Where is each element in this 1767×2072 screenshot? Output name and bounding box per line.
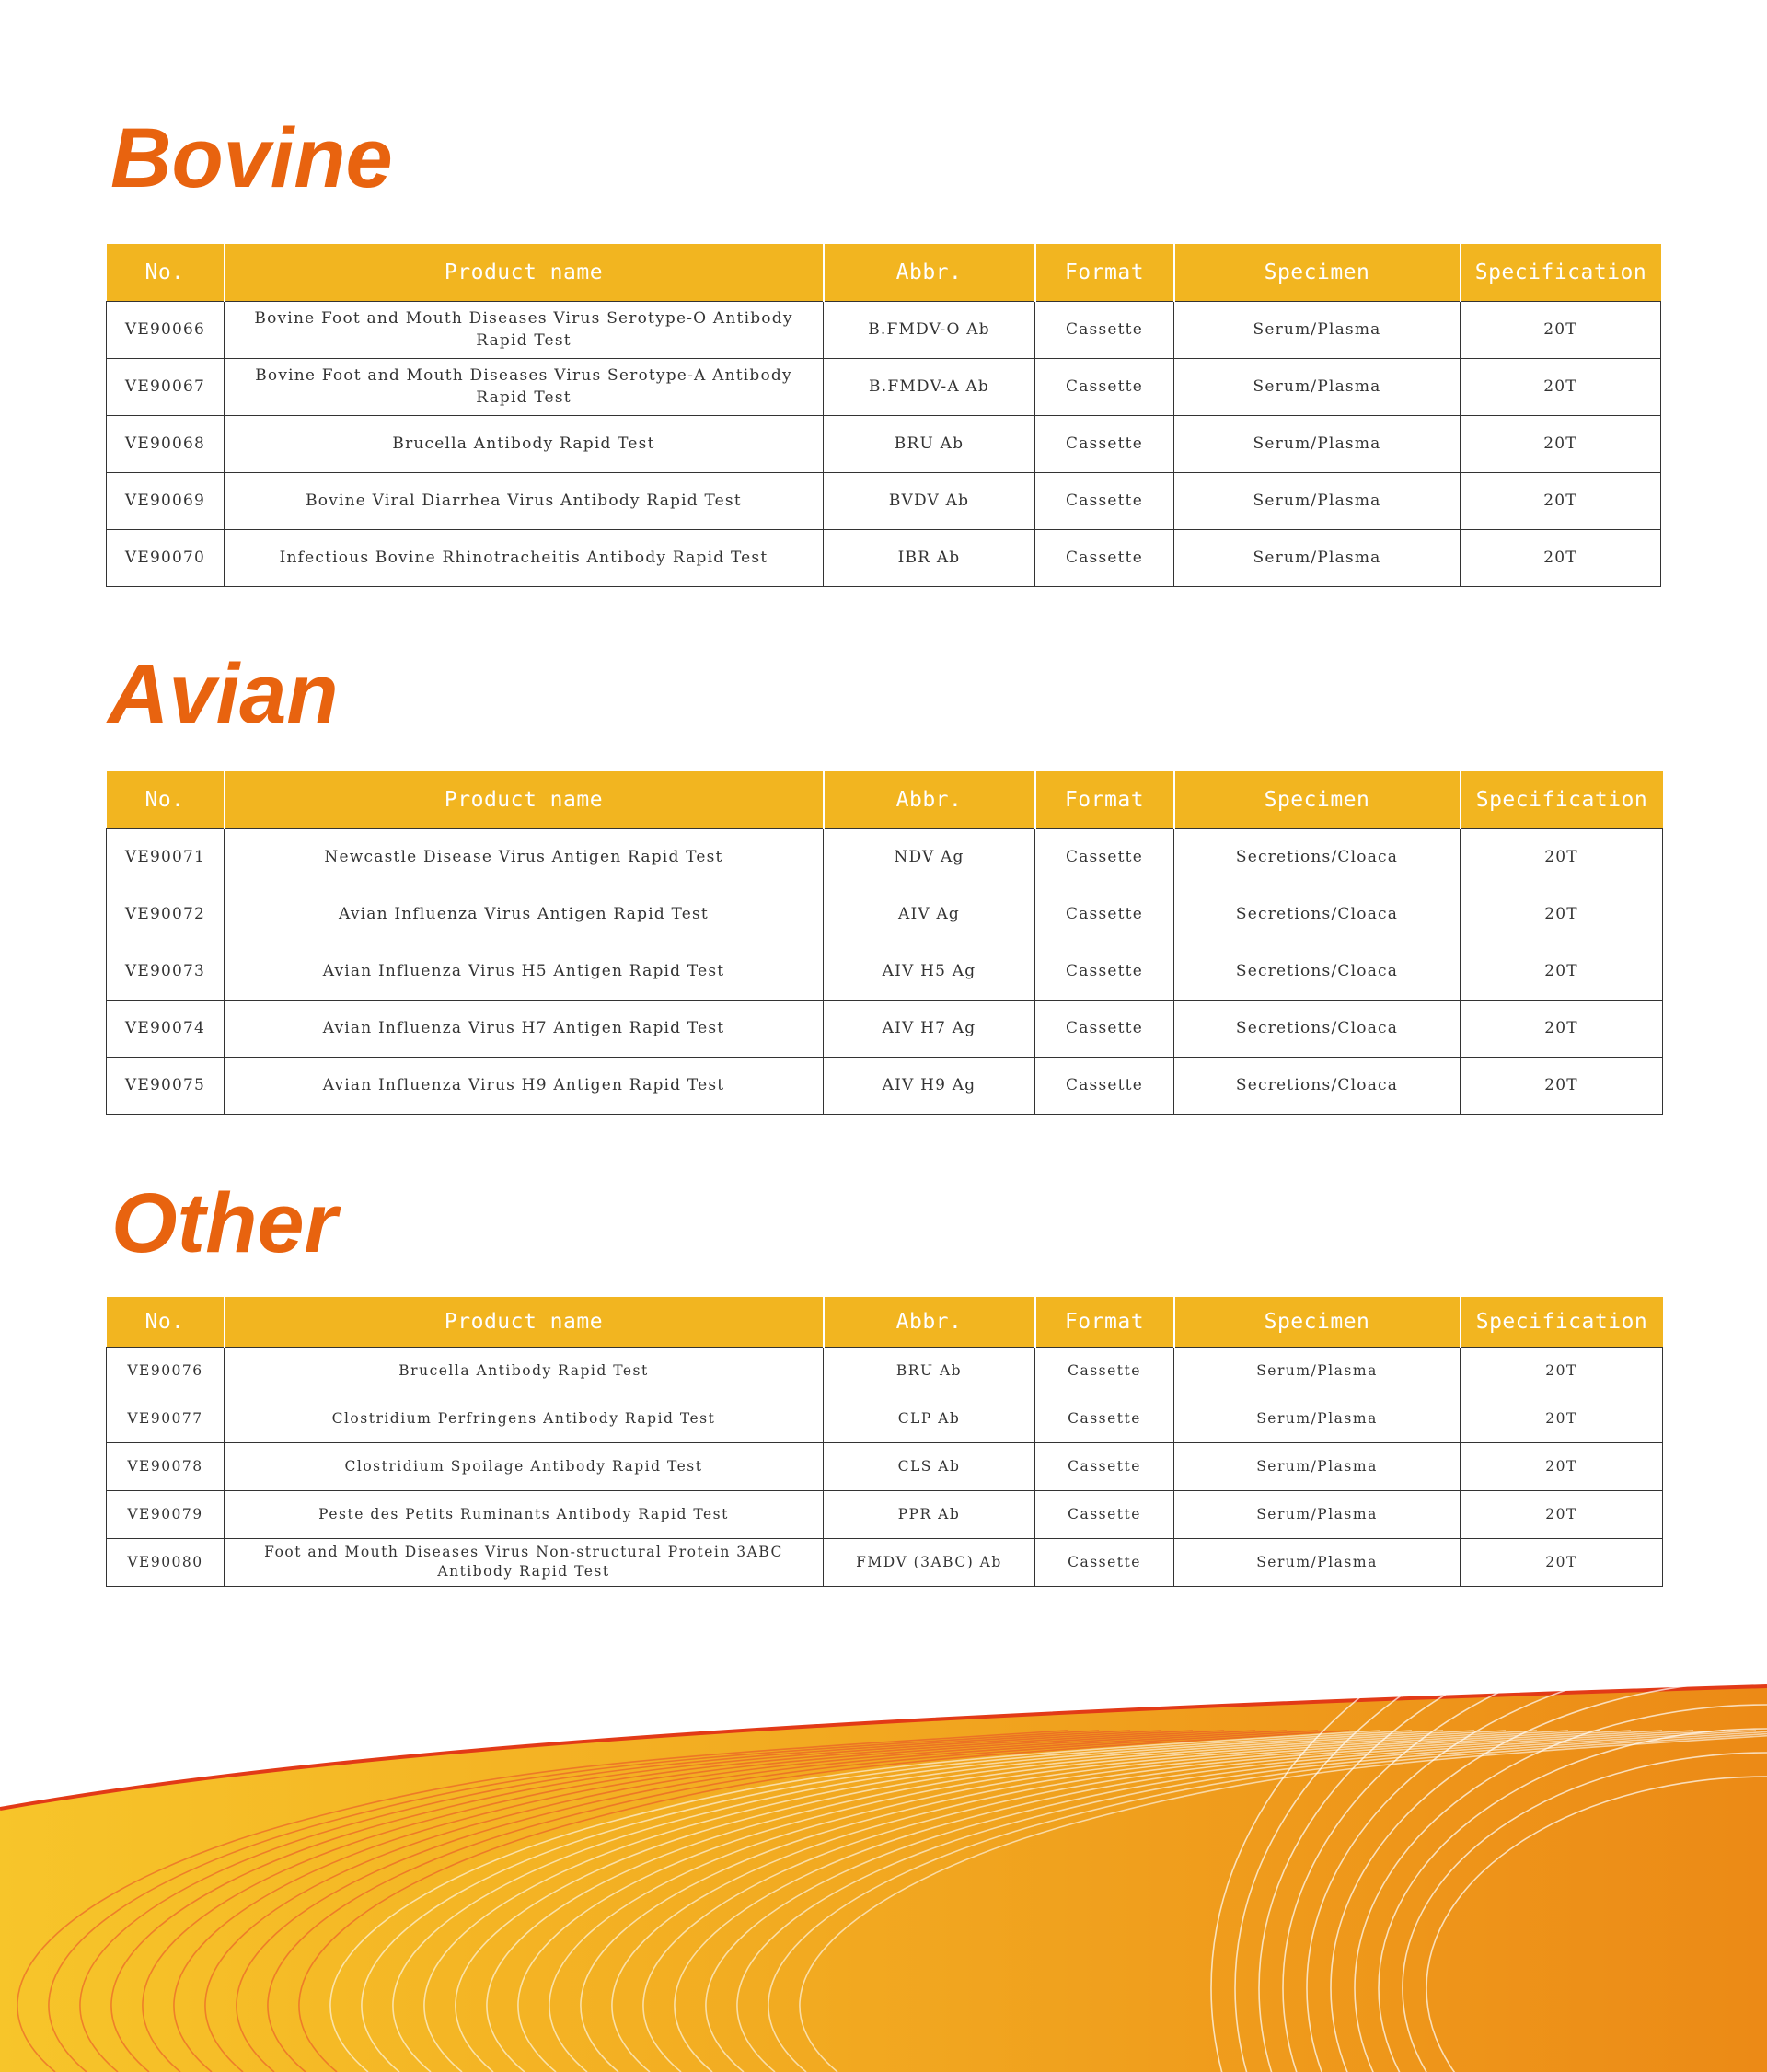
cell-product-name: Clostridium Spoilage Antibody Rapid Test bbox=[225, 1442, 824, 1490]
cell-specification: 20T bbox=[1461, 828, 1663, 886]
header-specimen: Specimen bbox=[1174, 244, 1461, 301]
cell-no: VE90071 bbox=[107, 828, 225, 886]
cell-specimen: Serum/Plasma bbox=[1174, 1490, 1461, 1538]
cell-abbr: B.FMDV-O Ab bbox=[824, 301, 1035, 358]
cell-no: VE90080 bbox=[107, 1538, 225, 1586]
cell-product-name: Avian Influenza Virus H5 Antigen Rapid Test bbox=[225, 943, 824, 1000]
table-row bbox=[107, 301, 1661, 358]
table-header-row bbox=[107, 244, 1661, 301]
table-header-row bbox=[107, 1297, 1663, 1347]
cell-specimen: Serum/Plasma bbox=[1174, 529, 1461, 586]
cell-no: VE90068 bbox=[107, 415, 225, 472]
cell-specification: 20T bbox=[1461, 1538, 1663, 1586]
cell-abbr: AIV Ag bbox=[824, 886, 1035, 943]
header-no: No. bbox=[107, 1297, 225, 1347]
cell-abbr: BRU Ab bbox=[824, 415, 1035, 472]
cell-specification: 20T bbox=[1461, 1000, 1663, 1057]
cell-no: VE90066 bbox=[107, 301, 225, 358]
cell-product-name: Avian Influenza Virus H7 Antigen Rapid Test bbox=[225, 1000, 824, 1057]
header-no: No. bbox=[107, 771, 225, 828]
cell-format: Cassette bbox=[1035, 943, 1174, 1000]
bovine-table bbox=[106, 244, 1661, 587]
cell-no: VE90072 bbox=[107, 886, 225, 943]
header-abbr: Abbr. bbox=[824, 1297, 1035, 1347]
cell-abbr: AIV H5 Ag bbox=[824, 943, 1035, 1000]
header-product-name: Product name bbox=[225, 244, 824, 301]
cell-abbr: CLP Ab bbox=[824, 1395, 1035, 1442]
cell-abbr: FMDV (3ABC) Ab bbox=[824, 1538, 1035, 1586]
table-row bbox=[107, 943, 1663, 1000]
header-abbr: Abbr. bbox=[824, 771, 1035, 828]
cell-specimen: Serum/Plasma bbox=[1174, 1538, 1461, 1586]
cell-abbr: BRU Ab bbox=[824, 1347, 1035, 1395]
cell-specification: 20T bbox=[1461, 943, 1663, 1000]
cell-no: VE90078 bbox=[107, 1442, 225, 1490]
table-row bbox=[107, 415, 1661, 472]
table-row bbox=[107, 1538, 1663, 1586]
cell-no: VE90070 bbox=[107, 529, 225, 586]
cell-specimen: Serum/Plasma bbox=[1174, 358, 1461, 415]
cell-specimen: Serum/Plasma bbox=[1174, 1347, 1461, 1395]
cell-format: Cassette bbox=[1035, 301, 1174, 358]
table-row bbox=[107, 358, 1661, 415]
cell-abbr: AIV H9 Ag bbox=[824, 1057, 1035, 1114]
cell-product-name: Avian Influenza Virus H9 Antigen Rapid Test bbox=[225, 1057, 824, 1114]
cell-product-name: Brucella Antibody Rapid Test bbox=[225, 1347, 824, 1395]
cell-abbr: NDV Ag bbox=[824, 828, 1035, 886]
cell-no: VE90067 bbox=[107, 358, 225, 415]
cell-product-name: Newcastle Disease Virus Antigen Rapid Test bbox=[225, 828, 824, 886]
cell-specimen: Serum/Plasma bbox=[1174, 415, 1461, 472]
cell-specification: 20T bbox=[1461, 1442, 1663, 1490]
cell-product-name: Bovine Viral Diarrhea Virus Antibody Rapid Test bbox=[225, 472, 824, 529]
cell-format: Cassette bbox=[1035, 1395, 1174, 1442]
cell-specimen: Secretions/Cloaca bbox=[1174, 943, 1461, 1000]
cell-product-name: Brucella Antibody Rapid Test bbox=[225, 415, 824, 472]
table-row bbox=[107, 1347, 1663, 1395]
cell-format: Cassette bbox=[1035, 415, 1174, 472]
cell-product-name: Clostridium Perfringens Antibody Rapid Test bbox=[225, 1395, 824, 1442]
cell-format: Cassette bbox=[1035, 1538, 1174, 1586]
cell-specimen: Serum/Plasma bbox=[1174, 1442, 1461, 1490]
cell-no: VE90077 bbox=[107, 1395, 225, 1442]
cell-specification: 20T bbox=[1461, 1057, 1663, 1114]
cell-abbr: B.FMDV-A Ab bbox=[824, 358, 1035, 415]
header-specification: Specification bbox=[1461, 1297, 1663, 1347]
cell-specification: 20T bbox=[1461, 415, 1661, 472]
cell-no: VE90074 bbox=[107, 1000, 225, 1057]
table-row bbox=[107, 472, 1661, 529]
table-row bbox=[107, 1057, 1663, 1114]
table-row bbox=[107, 828, 1663, 886]
cell-abbr: CLS Ab bbox=[824, 1442, 1035, 1490]
header-specimen: Specimen bbox=[1174, 1297, 1461, 1347]
cell-specimen: Secretions/Cloaca bbox=[1174, 886, 1461, 943]
cell-specimen: Secretions/Cloaca bbox=[1174, 1057, 1461, 1114]
header-format: Format bbox=[1035, 771, 1174, 828]
header-product-name: Product name bbox=[225, 1297, 824, 1347]
cell-format: Cassette bbox=[1035, 886, 1174, 943]
cell-format: Cassette bbox=[1035, 1057, 1174, 1114]
table-row bbox=[107, 886, 1663, 943]
cell-specification: 20T bbox=[1461, 886, 1663, 943]
cell-specimen: Serum/Plasma bbox=[1174, 1395, 1461, 1442]
cell-format: Cassette bbox=[1035, 529, 1174, 586]
cell-product-name: Bovine Foot and Mouth Diseases Virus Serotype-O Antibody Rapid Test bbox=[225, 301, 824, 358]
header-specification: Specification bbox=[1461, 244, 1661, 301]
cell-format: Cassette bbox=[1035, 1000, 1174, 1057]
cell-abbr: BVDV Ab bbox=[824, 472, 1035, 529]
cell-specification: 20T bbox=[1461, 472, 1661, 529]
cell-no: VE90069 bbox=[107, 472, 225, 529]
cell-specification: 20T bbox=[1461, 1395, 1663, 1442]
table-row bbox=[107, 1395, 1663, 1442]
cell-no: VE90075 bbox=[107, 1057, 225, 1114]
header-product-name: Product name bbox=[225, 771, 824, 828]
cell-specimen: Serum/Plasma bbox=[1174, 472, 1461, 529]
table-row bbox=[107, 1490, 1663, 1538]
table-header-row bbox=[107, 771, 1663, 828]
cell-specification: 20T bbox=[1461, 529, 1661, 586]
cell-no: VE90076 bbox=[107, 1347, 225, 1395]
cell-specification: 20T bbox=[1461, 1347, 1663, 1395]
cell-specification: 20T bbox=[1461, 358, 1661, 415]
section-title-avian: Avian bbox=[108, 647, 339, 741]
cell-format: Cassette bbox=[1035, 472, 1174, 529]
header-format: Format bbox=[1035, 244, 1174, 301]
header-abbr: Abbr. bbox=[824, 244, 1035, 301]
cell-specification: 20T bbox=[1461, 1490, 1663, 1538]
cell-product-name: Peste des Petits Ruminants Antibody Rapid Test bbox=[225, 1490, 824, 1538]
cell-product-name: Bovine Foot and Mouth Diseases Virus Serotype-A Antibody Rapid Test bbox=[225, 358, 824, 415]
cell-abbr: PPR Ab bbox=[824, 1490, 1035, 1538]
cell-no: VE90079 bbox=[107, 1490, 225, 1538]
table-row bbox=[107, 1442, 1663, 1490]
cell-specimen: Secretions/Cloaca bbox=[1174, 828, 1461, 886]
section-title-other: Other bbox=[111, 1176, 338, 1270]
header-no: No. bbox=[107, 244, 225, 301]
table-row bbox=[107, 529, 1661, 586]
cell-specification: 20T bbox=[1461, 301, 1661, 358]
cell-abbr: IBR Ab bbox=[824, 529, 1035, 586]
cell-format: Cassette bbox=[1035, 1347, 1174, 1395]
section-title-bovine: Bovine bbox=[110, 111, 393, 205]
cell-specimen: Secretions/Cloaca bbox=[1174, 1000, 1461, 1057]
other-table bbox=[106, 1297, 1663, 1587]
decorative-wave-banner bbox=[0, 1675, 1767, 2072]
cell-format: Cassette bbox=[1035, 828, 1174, 886]
header-specification: Specification bbox=[1461, 771, 1663, 828]
cell-format: Cassette bbox=[1035, 1490, 1174, 1538]
table-row bbox=[107, 1000, 1663, 1057]
header-format: Format bbox=[1035, 1297, 1174, 1347]
cell-product-name: Avian Influenza Virus Antigen Rapid Test bbox=[225, 886, 824, 943]
cell-format: Cassette bbox=[1035, 358, 1174, 415]
cell-format: Cassette bbox=[1035, 1442, 1174, 1490]
cell-abbr: AIV H7 Ag bbox=[824, 1000, 1035, 1057]
header-specimen: Specimen bbox=[1174, 771, 1461, 828]
avian-table bbox=[106, 771, 1663, 1115]
cell-no: VE90073 bbox=[107, 943, 225, 1000]
cell-product-name: Foot and Mouth Diseases Virus Non-structural Protein 3ABC Antibody Rapid Test bbox=[225, 1538, 824, 1586]
cell-specimen: Serum/Plasma bbox=[1174, 301, 1461, 358]
cell-product-name: Infectious Bovine Rhinotracheitis Antibody Rapid Test bbox=[225, 529, 824, 586]
